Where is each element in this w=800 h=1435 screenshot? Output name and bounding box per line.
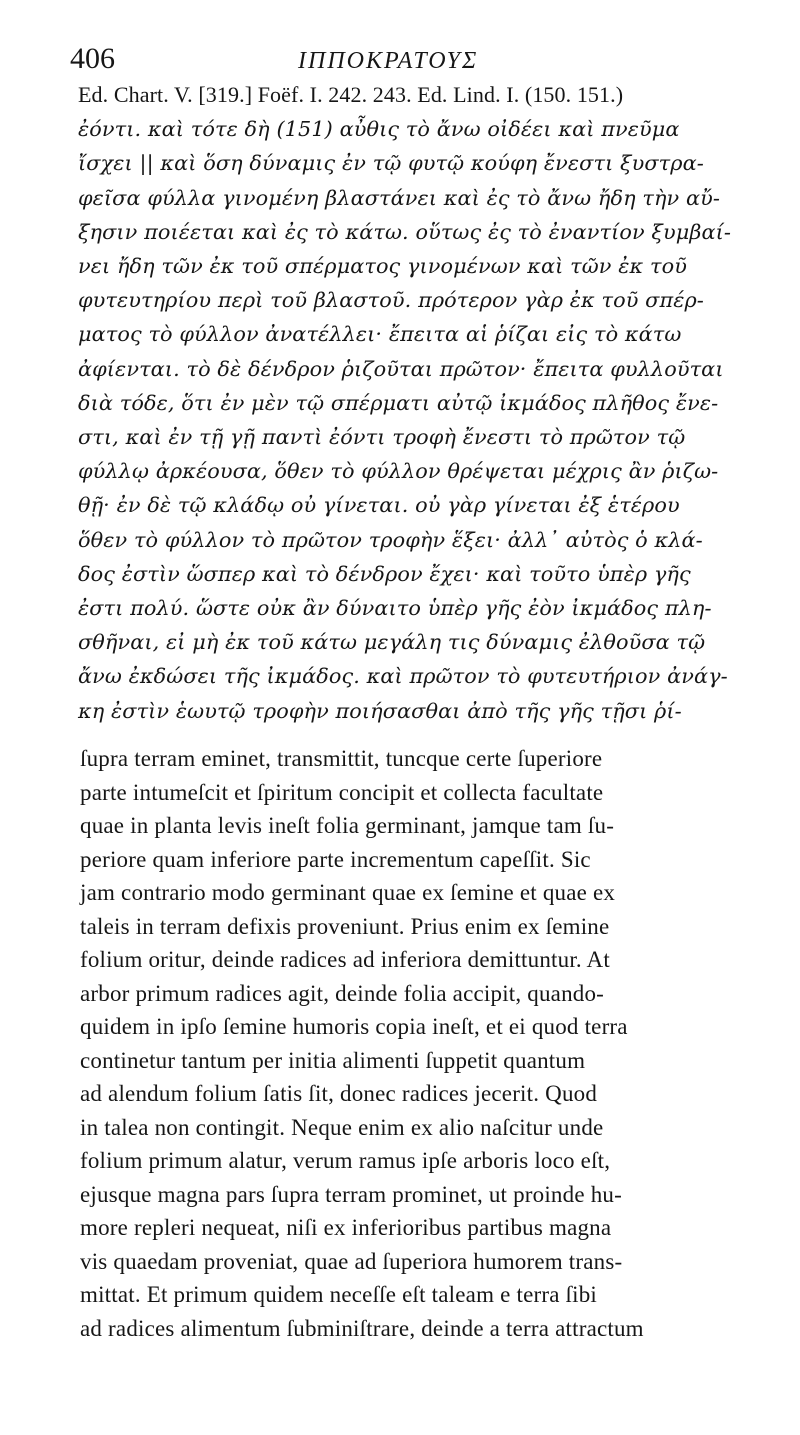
latin-line: periore quam inferiore parte incrementum capeſſit. Sic bbox=[80, 846, 591, 872]
latin-line: ad alendum folium ſatis ſit, donec radices jecerit. Quod bbox=[80, 1081, 598, 1106]
latin-line: parte intumeſcit et ſpiritum concipit et collecta facultate bbox=[80, 779, 604, 805]
latin-line: mittat. Et primum quidem neceſſe eſt taleam e terra ſibi bbox=[80, 1282, 598, 1307]
latin-line: quae in planta levis ineſt folia germinant, jamque tam ſu- bbox=[80, 813, 615, 838]
greek-line: ἴσχει || καὶ ὅση δύναμις ἐν τῷ φυτῷ κούφη ἔνεστι ξυστρα- bbox=[78, 151, 704, 176]
latin-line: vis quaedam proveniat, quae ad ſuperiora humorem trans- bbox=[80, 1248, 623, 1274]
latin-line: more repleri nequeat, niſi ex inferioribus partibus magna bbox=[80, 1215, 612, 1240]
greek-line: ἐόντι. καὶ τότε δὴ (151) αὖθις τὸ ἄνω οἰδέει καὶ πνεῦμα bbox=[78, 117, 680, 142]
latin-line: continetur tantum per initia alimenti ſuppetit quantum bbox=[80, 1047, 586, 1073]
latin-translation-block bbox=[80, 742, 770, 1345]
greek-line: φυτευτηρίου περὶ τοῦ βλαστοῦ. πρότερον γὰρ ἐκ τοῦ σπέρ- bbox=[78, 288, 704, 313]
latin-line: folium primum alatur, verum ramus ipſe arboris loco eſt, bbox=[80, 1148, 611, 1173]
latin-line: arbor primum radices agit, deinde folia accipit, quando- bbox=[80, 980, 605, 1006]
greek-text-block bbox=[78, 78, 768, 728]
latin-line: ſupra terram eminet, transmittit, tuncque certe ſuperiore bbox=[80, 746, 603, 771]
edition-reference-line: Ed. Chart. V. [319.] Foëf. I. 242. 243. Ed. Lind. I. (150. 151.) bbox=[78, 82, 624, 107]
running-title: ΙΠΠΟΚΡΑΤΟΥΣ bbox=[298, 48, 479, 74]
latin-line: taleis in terram defixis proveniunt. Prius enim ex ſemine bbox=[80, 913, 610, 939]
greek-line: ἀφίενται. τὸ δὲ δένδρον ῥιζοῦται πρῶτον· ἔπειτα φυλλοῦται bbox=[78, 356, 724, 381]
greek-line: ἐστι πολύ. ὥστε οὐκ ἂν δύναιτο ὑπὲρ γῆς ἐὸν ἰκμάδος πλη- bbox=[78, 596, 712, 621]
greek-line: ματος τὸ φύλλον ἀνατέλλει· ἔπειτα αἱ ῥίζαι εἰς τὸ κάτω bbox=[78, 322, 682, 347]
greek-line: ἄνω ἐκδώσει τῆς ἰκμάδος. καὶ πρῶτον τὸ φυτευτήριον ἀνάγ- bbox=[78, 664, 728, 689]
greek-line: θῇ· ἐν δὲ τῷ κλάδῳ οὐ γίνεται. οὐ γὰρ γίνεται ἐξ ἑτέρου bbox=[78, 493, 680, 518]
latin-line: folium oritur, deinde radices ad inferiora demittuntur. At bbox=[80, 947, 610, 972]
greek-line: δος ἐστὶν ὥσπερ καὶ τὸ δένδρον ἔχει· καὶ τοῦτο ὑπὲρ γῆς bbox=[78, 561, 691, 586]
latin-line: ad radices alimentum ſubminiſtrare, deinde a terra attractum bbox=[80, 1315, 644, 1341]
greek-line: ὅθεν τὸ φύλλον τὸ πρῶτον τροφὴν ἕξει· ἀλλ᾽ αὐτὸς ὁ κλά- bbox=[78, 527, 703, 552]
greek-line: στι, καὶ ἐν τῇ γῇ παντὶ ἐόντι τροφὴ ἔνεστι τὸ πρῶτον τῷ bbox=[78, 425, 686, 450]
latin-line: in talea non contingit. Neque enim ex alio naſcitur unde bbox=[80, 1114, 604, 1140]
greek-line: νει ἤδη τῶν ἐκ τοῦ σπέρματος γινομένων καὶ τῶν ἐκ τοῦ bbox=[78, 254, 687, 279]
greek-line: φεῖσα φύλλα γινομένη βλαστάνει καὶ ἐς τὸ ἄνω ἤδη τὴν αὔ- bbox=[78, 185, 720, 210]
greek-line: φύλλῳ ἀρκέουσα, ὅθεν τὸ φύλλον θρέψεται μέχρις ἂν ῥιζω- bbox=[78, 459, 719, 484]
greek-line: σθῆναι, εἰ μὴ ἐκ τοῦ κάτω μεγάλη τις δύναμις ἐλθοῦσα τῷ bbox=[78, 630, 706, 655]
greek-line: ξησιν ποιέεται καὶ ἐς τὸ κάτω. οὕτως ἐς τὸ ἐναντίον ξυμβαί- bbox=[78, 219, 731, 244]
greek-line: διὰ τόδε, ὅτι ἐν μὲν τῷ σπέρματι αὐτῷ ἰκμάδος πλῆθος ἔνε- bbox=[78, 390, 719, 415]
latin-line: ejusque magna pars ſupra terram prominet, ut proinde hu- bbox=[80, 1181, 622, 1207]
latin-line: jam contrario modo germinant quae ex ſemine et quae ex bbox=[80, 880, 616, 905]
page-number: 406 bbox=[70, 42, 115, 75]
latin-line: quidem in ipſo ſemine humoris copia ineſt, et ei quod terra bbox=[80, 1014, 628, 1039]
greek-line: κη ἐστὶν ἑωυτῷ τροφὴν ποιήσασθαι ἀπὸ τῆς γῆς τῇσι ῥί- bbox=[78, 698, 682, 723]
